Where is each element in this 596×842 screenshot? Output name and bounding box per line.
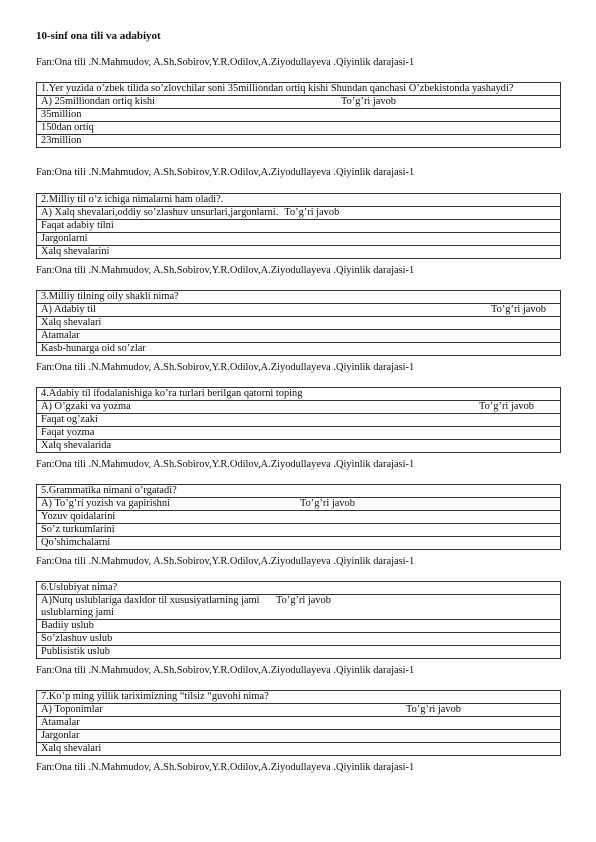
option-row[interactable]: Kasb-hunarga oid so’zlar xyxy=(37,343,561,356)
correct-answer-mark: To’g’ri javob xyxy=(491,304,546,315)
option-row[interactable]: Badiiy uslub xyxy=(37,620,561,633)
option-a-text: A) Xalq shevalari,oddiy so’zlashuv unsurlari,jargonlarni. xyxy=(41,207,279,218)
option-row[interactable]: Xalq shevalari xyxy=(37,317,561,330)
option-row[interactable]: 23million xyxy=(37,135,561,148)
option-row[interactable]: Faqat yozma xyxy=(37,427,561,440)
question-table-4 xyxy=(36,387,561,453)
question-text: 5.Grammatika nimani o’rgatadi? xyxy=(37,485,561,498)
option-row[interactable]: 35million xyxy=(37,109,561,122)
option-a-row[interactable] xyxy=(37,498,561,511)
option-a-row[interactable] xyxy=(37,595,561,620)
option-row[interactable]: Qo’shimchalarni xyxy=(37,537,561,550)
correct-answer-mark: To’g’ri javob xyxy=(284,207,340,218)
question-table-7 xyxy=(36,690,561,756)
option-row[interactable]: Xalq shevalari xyxy=(37,743,561,756)
question-text: 1.Yer yuzida o’zbek tilida so’zlovchilar soni 35milliondan ortiq kishi Shundan qanchasi O’zbekistonda yashaydi? xyxy=(37,83,561,96)
option-a-text: A) To’g’ri yozish va gapirishni xyxy=(41,498,170,509)
question-table-3 xyxy=(36,290,561,356)
question-text: 7.Ko’p ming yillik tariximizning “tilsiz “guvohi nima? xyxy=(37,691,561,704)
correct-answer-mark: To’g’ri javob xyxy=(276,595,331,606)
subject-meta-line: Fan:Ona tili .N.Mahmudov, A.Sh.Sobirov,Y.R.Odilov,A.Ziyodullayeva .Qiyinlik darajasi-1 xyxy=(36,167,415,178)
subject-meta-line: Fan:Ona tili .N.Mahmudov, A.Sh.Sobirov,Y.R.Odilov,A.Ziyodullayeva .Qiyinlik darajasi-1 xyxy=(36,556,415,567)
option-row[interactable]: Atamalar xyxy=(37,330,561,343)
option-a-text: A) Adabiy til xyxy=(41,304,96,315)
question-table-6 xyxy=(36,581,561,659)
option-a-text: A)Nutq uslublariga daxldor til xususiyatlarning jami uslublarning jami xyxy=(41,595,260,618)
option-a-row[interactable] xyxy=(37,304,561,317)
subject-meta-line: Fan:Ona tili .N.Mahmudov, A.Sh.Sobirov,Y.R.Odilov,A.Ziyodullayeva .Qiyinlik darajasi-1 xyxy=(36,665,415,676)
subject-meta-line: Fan:Ona tili .N.Mahmudov, A.Sh.Sobirov,Y.R.Odilov,A.Ziyodullayeva .Qiyinlik darajasi-1 xyxy=(36,57,415,68)
correct-answer-mark: To’g’ri javob xyxy=(341,96,396,107)
option-row[interactable]: Publisistik uslub xyxy=(37,646,561,659)
option-a-text: A) O’gzaki va yozma xyxy=(41,401,131,412)
option-a-row[interactable] xyxy=(37,207,561,220)
correct-answer-mark: To’g’ri javob xyxy=(406,704,461,715)
option-a-text: A) 25milliondan ortiq kishi xyxy=(41,96,156,107)
correct-answer-mark: To’g’ri javob xyxy=(299,498,355,509)
option-row[interactable]: Jargonlar xyxy=(37,730,561,743)
option-row[interactable]: Yozuv qoidalarini xyxy=(37,511,561,524)
subject-meta-line: Fan:Ona tili .N.Mahmudov, A.Sh.Sobirov,Y.R.Odilov,A.Ziyodullayeva .Qiyinlik darajasi-1 xyxy=(36,459,415,470)
option-row[interactable]: Xalq shevalarini xyxy=(37,246,561,259)
subject-meta-line: Fan:Ona tili .N.Mahmudov, A.Sh.Sobirov,Y.R.Odilov,A.Ziyodullayeva .Qiyinlik darajasi-1 xyxy=(36,762,415,773)
option-row[interactable]: So’zlashuv uslub xyxy=(37,633,561,646)
subject-meta-line: Fan:Ona tili .N.Mahmudov, A.Sh.Sobirov,Y.R.Odilov,A.Ziyodullayeva .Qiyinlik darajasi-1 xyxy=(36,265,415,276)
option-row[interactable]: Jargonlarni xyxy=(37,233,561,246)
subject-meta-line: Fan:Ona tili .N.Mahmudov, A.Sh.Sobirov,Y.R.Odilov,A.Ziyodullayeva .Qiyinlik darajasi-1 xyxy=(36,362,415,373)
option-row[interactable]: Faqat og’zaki xyxy=(37,414,561,427)
question-text: 3.Milliy tilning oily shakli nima? xyxy=(37,291,561,304)
option-a-row[interactable] xyxy=(37,401,561,414)
option-row[interactable]: Atamalar xyxy=(37,717,561,730)
option-a-row[interactable] xyxy=(37,96,561,109)
question-text: 2.Milliy til o’z ichiga nimalarni ham oladi?. xyxy=(37,194,561,207)
document-title: 10-sinf ona tili va adabiyot xyxy=(36,30,161,42)
option-row[interactable]: 150dan ortiq xyxy=(37,122,561,135)
correct-answer-mark: To’g’ri javob xyxy=(479,401,534,412)
option-a-row[interactable] xyxy=(37,704,561,717)
question-text: 6.Uslubiyat nima? xyxy=(37,582,561,595)
option-row[interactable]: So’z turkumlarini xyxy=(37,524,561,537)
option-row[interactable]: Xalq shevalarida xyxy=(37,440,561,453)
question-table-2 xyxy=(36,193,561,259)
question-text: 4.Adabiy til ifodalanishiga ko’ra turlari berilgan qatorni toping xyxy=(37,388,561,401)
question-table-5 xyxy=(36,484,561,550)
option-row[interactable]: Faqat adabiy tilni xyxy=(37,220,561,233)
option-a-text: A) Toponimlar xyxy=(41,704,103,715)
question-table-1 xyxy=(36,82,561,148)
